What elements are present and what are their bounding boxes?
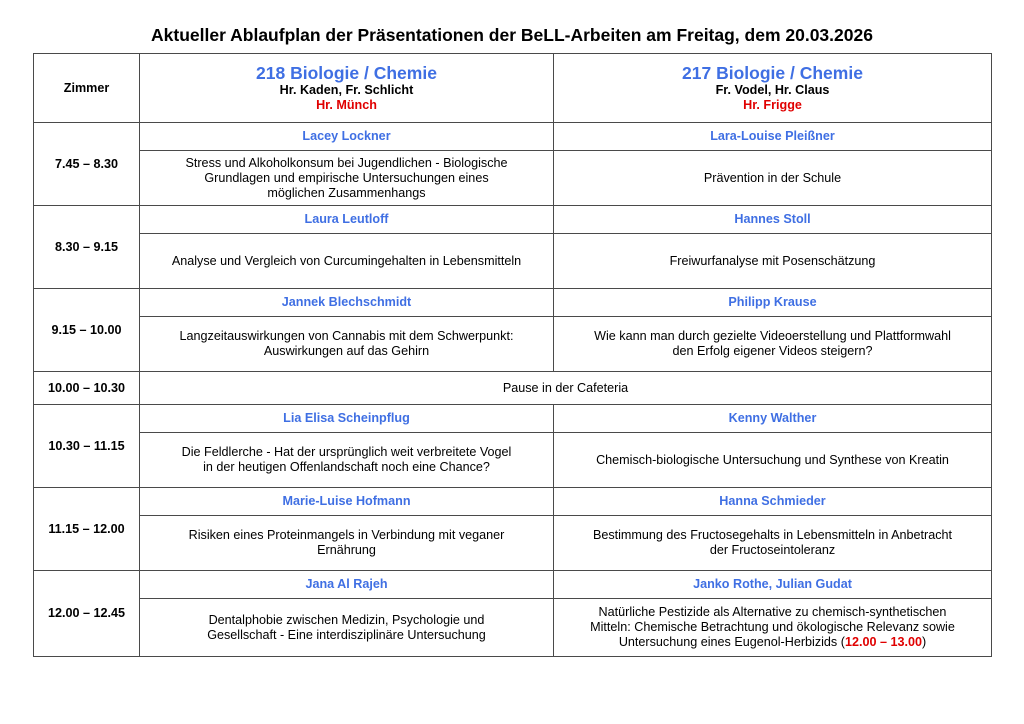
slot-topic-row xyxy=(34,433,992,488)
slot-topic-row xyxy=(34,317,992,372)
page-title: Aktueller Ablaufplan der Präsentationen der BeLL-Arbeiten am Freitag, dem 20.03.2026 xyxy=(151,25,873,45)
slot-name-row xyxy=(34,206,992,234)
presentation-topic xyxy=(554,317,992,372)
presentation-topic xyxy=(140,516,554,571)
room-217-header xyxy=(554,54,992,123)
topic-line-text: ) xyxy=(921,635,927,649)
presentation-topic xyxy=(554,151,992,206)
slot-topic-row xyxy=(34,234,992,289)
room-chair: Hr. Frigge xyxy=(743,98,802,112)
topic-line: Risiken eines Proteinmangels in Verbindung mit veganer xyxy=(188,528,505,542)
topic-line: Chemisch-biologische Untersuchung und Synthese von Kreatin xyxy=(596,452,949,467)
presenter-name: Janko Rothe, Julian Gudat xyxy=(554,571,992,599)
topic-line: Grundlagen und empirische Untersuchungen eines xyxy=(204,170,489,185)
presentation-topic xyxy=(554,516,992,571)
slot-name-row xyxy=(34,405,992,433)
time-slot: 12.00 – 12.45 xyxy=(34,571,140,657)
room-title: 218 Biologie / Chemie xyxy=(256,63,437,83)
slot-name-row xyxy=(34,123,992,151)
topic-line: möglichen Zusammenhangs xyxy=(267,185,426,200)
slot-name-row xyxy=(34,488,992,516)
presenter-name: Laura Leutloff xyxy=(140,206,554,234)
presentation-topic xyxy=(140,234,554,289)
topic-line: Prävention in der Schule xyxy=(703,170,842,185)
slot-name-row xyxy=(34,289,992,317)
time-note: 12.00 – 13.00 xyxy=(844,635,922,649)
room-218-header xyxy=(140,54,554,123)
presenter-name: Kenny Walther xyxy=(554,405,992,433)
presenter-name: Lacey Lockner xyxy=(140,123,554,151)
topic-line: Ernährung xyxy=(317,543,376,557)
topic-line: in der heutigen Offenlandschaft noch eine Chance? xyxy=(203,460,490,474)
topic-line-text: Untersuchung eines Eugenol-Herbizids ( xyxy=(618,635,845,649)
topic-line: Langzeitauswirkungen von Cannabis mit dem Schwerpunkt: xyxy=(179,329,514,343)
topic-line: Stress und Alkoholkonsum bei Jugendlichen - Biologische xyxy=(185,155,508,170)
presenter-name: Lia Elisa Scheinpflug xyxy=(140,405,554,433)
topic-line: Wie kann man durch gezielte Videoerstellung und Plattformwahl xyxy=(594,329,951,343)
presenter-name: Hannes Stoll xyxy=(554,206,992,234)
topic-line: Analyse und Vergleich von Curcumingehalten in Lebensmitteln xyxy=(171,253,522,268)
topic-line: Dentalphobie zwischen Medizin, Psychologie und xyxy=(208,612,485,627)
presentation-topic xyxy=(554,433,992,488)
slot-topic-row xyxy=(34,516,992,571)
slot-name-row xyxy=(34,571,992,599)
topic-line: Bestimmung des Fructosegehalts in Lebensmitteln in Anbetracht xyxy=(592,528,953,542)
topic-line: der Fructoseintoleranz xyxy=(709,543,836,557)
header-row xyxy=(34,54,992,123)
presenter-name: Philipp Krause xyxy=(554,289,992,317)
topic-line: Auswirkungen auf das Gehirn xyxy=(263,344,430,358)
topic-line: Mitteln: Chemische Betrachtung und ökologische Relevanz sowie xyxy=(590,620,955,634)
slot-topic-row xyxy=(34,151,992,206)
time-slot: 7.45 – 8.30 xyxy=(34,123,140,206)
pause-row xyxy=(34,372,992,405)
slot-topic-row xyxy=(34,599,992,657)
presentation-topic xyxy=(140,151,554,206)
room-teachers: Fr. Vodel, Hr. Claus xyxy=(715,83,830,97)
presentation-topic xyxy=(554,234,992,289)
time-slot: 10.00 – 10.30 xyxy=(34,372,140,405)
pause-text: Pause in der Cafeteria xyxy=(140,372,992,405)
presenter-name: Jannek Blechschmidt xyxy=(140,289,554,317)
topic-line: den Erfolg eigener Videos steigern? xyxy=(672,344,873,358)
presentation-topic xyxy=(140,317,554,372)
time-slot: 10.30 – 11.15 xyxy=(34,405,140,488)
presentation-topic xyxy=(140,599,554,657)
room-chair: Hr. Münch xyxy=(316,98,377,112)
presenter-name: Jana Al Rajeh xyxy=(140,571,554,599)
topic-line xyxy=(560,635,985,650)
presentation-topic xyxy=(140,433,554,488)
time-slot: 8.30 – 9.15 xyxy=(34,206,140,289)
presentation-topic xyxy=(554,599,992,657)
topic-line: Freiwurfanalyse mit Posenschätzung xyxy=(669,253,876,268)
time-slot: 11.15 – 12.00 xyxy=(34,488,140,571)
room-title: 217 Biologie / Chemie xyxy=(682,63,863,83)
presenter-name: Hanna Schmieder xyxy=(554,488,992,516)
topic-line: Natürliche Pestizide als Alternative zu chemisch-synthetischen xyxy=(598,605,947,619)
time-slot: 9.15 – 10.00 xyxy=(34,289,140,372)
topic-line: Die Feldlerche - Hat der ursprünglich weit verbreitete Vogel xyxy=(181,445,512,459)
topic-line: Gesellschaft - Eine interdisziplinäre Untersuchung xyxy=(207,627,486,642)
schedule-table xyxy=(33,53,992,657)
room-teachers: Hr. Kaden, Fr. Schlicht xyxy=(279,83,414,97)
presenter-name: Lara-Louise Pleißner xyxy=(554,123,992,151)
presenter-name: Marie-Luise Hofmann xyxy=(140,488,554,516)
room-column-header: Zimmer xyxy=(34,54,140,123)
